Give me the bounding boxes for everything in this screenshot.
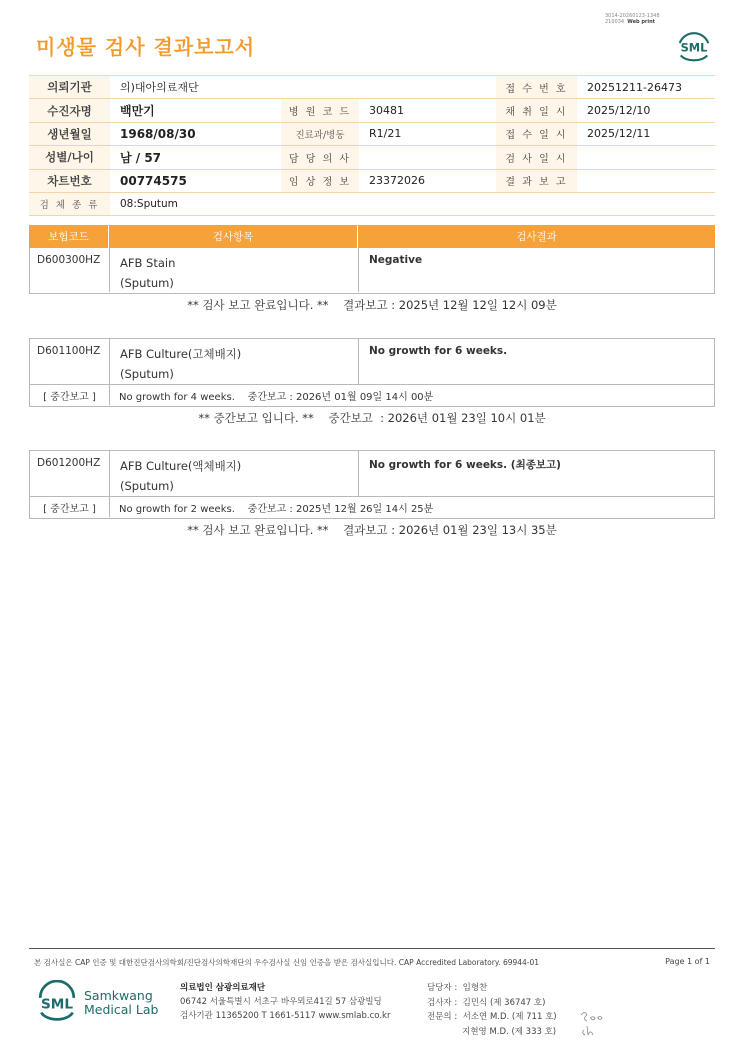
org-contact: 검사기관 11365200 T 1661-5117 www.smlab.co.kr — [180, 1011, 391, 1021]
certification-text: 본 검사실은 CAP 인증 및 대한진단검사의학회/진단검사의학재단의 우수검사실 신임 인증을 받은 검사실입니다. CAP Accredited Laboratory. 69944-01 — [34, 958, 540, 967]
interim-label: [ 중간보고 ] — [30, 385, 110, 405]
logo-text: SML — [680, 40, 708, 55]
label-clinical-info: 임 상 정 보 — [281, 169, 359, 192]
label-received-date: 접 수 일 시 — [496, 122, 577, 145]
signature-icon — [578, 1008, 608, 1038]
value-department-ward: R1/21 — [359, 122, 496, 145]
print-id: 210034 — [605, 19, 625, 25]
brand-line1: Samkwang — [84, 988, 153, 1003]
result-value: No growth for 6 weeks. — [369, 345, 508, 357]
org-name: 의료법인 삼광의료재단 — [180, 983, 266, 993]
staff-specialist-2: 지현영 M.D. (제 333 호) — [427, 1026, 557, 1037]
label-specimen-type: 검 체 종 류 — [29, 192, 110, 215]
staff-person-in-charge: 담당자 : 임형찬 — [427, 983, 488, 993]
footer-logo-text: SML — [40, 996, 74, 1013]
samkwang-logo-icon — [36, 980, 78, 1022]
value-requesting-institution: 의)대아의료재단 — [110, 76, 496, 99]
value-accession-number: 20251211-26473 — [577, 76, 715, 99]
result-code: D601200HZ — [30, 451, 110, 496]
value-result-report — [577, 169, 715, 192]
header-insurance-code: 보험코드 — [29, 225, 109, 248]
label-hospital-code: 병 원 코 드 — [281, 99, 359, 122]
report-note: ** 검사 보고 완료입니다. ** 결과보고 : 2025년 12월 12일 12시 09분 — [187, 298, 557, 312]
print-code: 3014-20260123-1348 — [605, 13, 660, 19]
results-header — [29, 225, 715, 248]
organization-info — [180, 981, 390, 1023]
label-accession-number: 접 수 번 호 — [496, 76, 577, 99]
result-block-afb-stain — [29, 248, 715, 294]
result-item-specimen: (Sputum) — [120, 367, 174, 381]
result-item — [110, 248, 359, 292]
label-test-date: 검 사 일 시 — [496, 146, 577, 169]
result-item-specimen: (Sputum) — [120, 479, 174, 493]
info-row — [29, 76, 715, 99]
result-item-name: AFB Culture(액체배지) — [120, 459, 242, 473]
header-test-result: 검사결과 — [516, 231, 557, 243]
value-specimen-type: 08:Sputum — [110, 192, 715, 215]
brand-name — [84, 989, 158, 1017]
label-requesting-institution: 의뢰기관 — [29, 76, 110, 99]
label-chart-number: 차트번호 — [29, 169, 110, 192]
interim-label: [ 중간보고 ] — [30, 497, 110, 517]
value-clinical-info: 23372026 — [359, 169, 496, 192]
print-line2 — [605, 19, 685, 25]
value-patient-name: 백만기 — [110, 99, 281, 122]
result-item-name: AFB Stain — [120, 256, 176, 270]
result-item — [110, 339, 359, 384]
value-birth-date: 1968/08/30 — [110, 122, 281, 145]
label-result-report: 결 과 보 고 — [496, 169, 577, 192]
web-print-label: Web print — [627, 19, 656, 25]
info-row — [29, 122, 715, 145]
interim-report-row — [30, 384, 714, 405]
staff-info — [427, 981, 557, 1039]
header-test-item: 검사항목 — [109, 225, 358, 248]
report-note: ** 중간보고 입니다. ** 중간보고 : 2026년 01월 23일 10시 01분 — [198, 411, 546, 425]
value-received-date: 2025/12/11 — [577, 122, 715, 145]
report-note: ** 검사 보고 완료입니다. ** 결과보고 : 2026년 01월 23일 13시 35분 — [187, 523, 557, 537]
result-item-specimen: (Sputum) — [120, 276, 174, 290]
value-collection-date: 2025/12/10 — [577, 99, 715, 122]
value-chart-number: 00774575 — [110, 169, 281, 192]
org-address: 06742 서울특별시 서초구 바우뫼로41길 57 삼광빌딩 — [180, 997, 382, 1007]
staff-specialist-1: 전문의 : 서소연 M.D. (제 711 호) — [427, 1012, 557, 1022]
result-value: No growth for 6 weeks. (최종보고) — [369, 459, 561, 471]
brand-line2: Medical Lab — [84, 1002, 159, 1017]
result-value: Negative — [369, 254, 423, 266]
footer-divider — [29, 948, 715, 949]
page-title: 미생물 검사 결과보고서 — [36, 35, 256, 59]
label-sex-age: 성별/나이 — [29, 146, 110, 169]
value-hospital-code: 30481 — [359, 99, 496, 122]
result-code: D600300HZ — [30, 248, 110, 292]
label-patient-name: 수진자명 — [29, 99, 110, 122]
result-item — [110, 451, 359, 496]
print-meta — [605, 13, 685, 25]
value-test-date — [577, 146, 715, 169]
sml-logo-icon — [675, 26, 713, 64]
result-item-name: AFB Culture(고체배지) — [120, 347, 242, 361]
info-row — [29, 169, 715, 192]
info-row — [29, 192, 715, 215]
result-block-afb-culture-solid — [29, 338, 715, 407]
staff-tester: 검사자 : 김민식 (제 36747 호) — [427, 997, 546, 1008]
label-physician: 담 당 의 사 — [281, 146, 359, 169]
interim-text: No growth for 2 weeks. 중간보고 : 2025년 12월 26일 14시 25분 — [119, 503, 434, 515]
value-sex-age: 남 / 57 — [110, 146, 281, 169]
info-row — [29, 99, 715, 122]
patient-info-table — [29, 75, 715, 216]
value-physician — [359, 146, 496, 169]
result-block-afb-culture-liquid — [29, 450, 715, 519]
label-department-ward: 진료과/병동 — [281, 122, 359, 145]
label-birth-date: 생년월일 — [29, 122, 110, 145]
result-code: D601100HZ — [30, 339, 110, 384]
label-collection-date: 채 취 일 시 — [496, 99, 577, 122]
interim-report-row — [30, 496, 714, 517]
interim-text: No growth for 4 weeks. 중간보고 : 2026년 01월 09일 14시 00분 — [119, 391, 434, 403]
info-row — [29, 146, 715, 169]
page-number: Page 1 of 1 — [665, 957, 710, 966]
